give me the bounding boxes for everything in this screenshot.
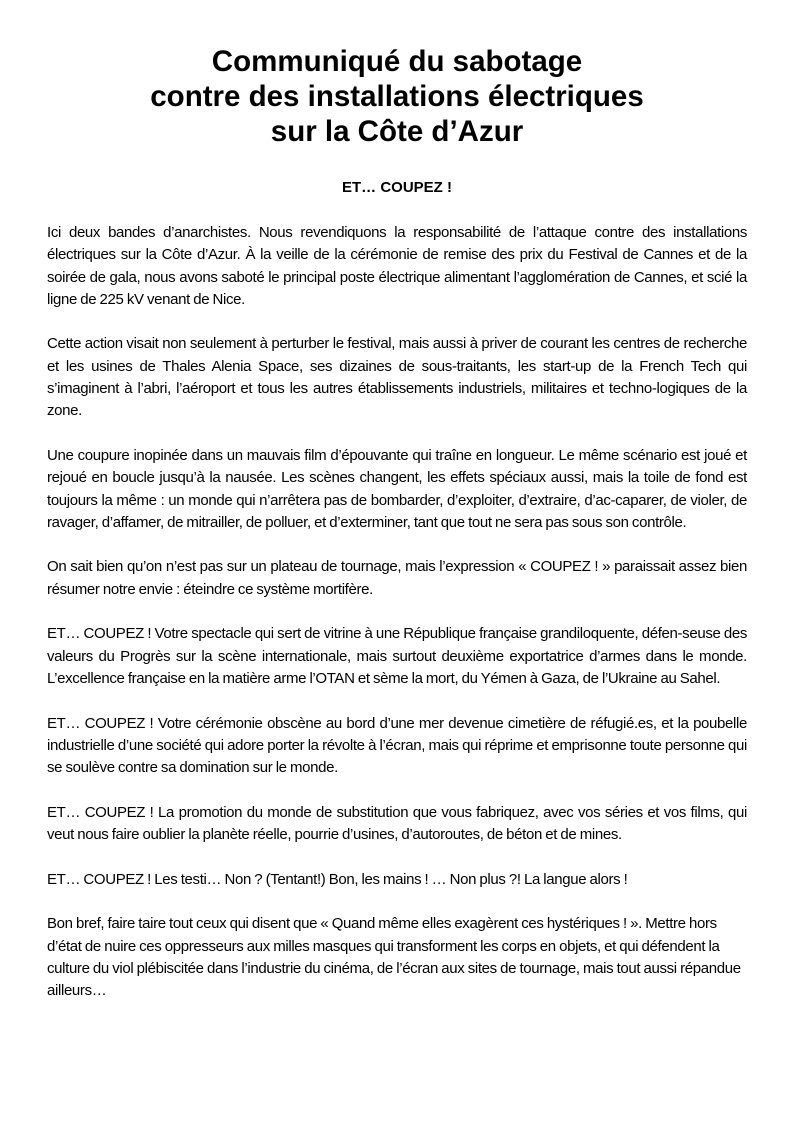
title-line: contre des installations électriques <box>150 80 644 113</box>
paragraph: Une coupure inopinée dans un mauvais film d’épouvante qui traîne en longueur. Le même scénario est joué et rejoué en boucle jusqu’à la nausée. Les scènes changent, les effets spéciaux aussi, mais la toile de fond est toujours la même : un monde qui n’arrêtera pas de bombarder, d’exploiter, d’extraire, d’ac-caparer, de violer, de ravager, d’affamer, de mitrailler, de polluer, et d’exterminer, tant que tout ne sera pas sous son contrôle. <box>47 446 747 531</box>
paragraph: Ici deux bandes d’anarchistes. Nous revendiquons la responsabilité de l’attaque contre des installations électriques sur la Côte d’Azur. À la veille de la cérémonie de remise des prix du Festival de Cannes et de la soirée de gala, nous avons saboté le principal poste électrique alimentant l’agglomération de Cannes, et scié la ligne de 225 kV venant de Nice. <box>47 224 747 308</box>
paragraph: ET… COUPEZ ! La promotion du monde de substitution que vous fabriquez, avec vos séries et vos films, qui veut nous faire oublier la planète réelle, pourrie d’usines, d’autoroutes, de béton et de mines. <box>47 803 747 844</box>
document-title <box>40 44 754 149</box>
document-body <box>47 222 747 1025</box>
paragraph: Cette action visait non seulement à perturber le festival, mais aussi à priver de courant les centres de recherche et les usines de Thales Alenia Space, ses dizaines de sous-traitants, les start-up de la French Tech qui s’imaginent à l’abri, l’aéroport et tous les autres établissements industriels, militaires et techno-logiques de la zone. <box>47 335 747 420</box>
title-line: Communiqué du sabotage <box>211 45 583 78</box>
title-line: sur la Côte d’Azur <box>270 115 524 148</box>
paragraph: Bon bref, faire taire tout ceux qui disent que « Quand même elles exagèrent ces hystériques ! ». Mettre hors d’état de nuire ces oppresseurs aux milles masques qui transforment les corps en objets, et qui défendent la culture du viol plébiscitée dans l’industrie du cinéma, de l’écran aux sites de tournage, mais tout aussi répandue ailleurs… <box>47 915 741 1000</box>
paragraph: On sait bien qu’on n’est pas sur un plateau de tournage, mais l’expression « COUPEZ ! » paraissait assez bien résumer notre envie : éteindre ce système mortifère. <box>47 558 747 598</box>
paragraph: ET… COUPEZ ! Votre spectacle qui sert de vitrine à une République française grandiloquente, défen-seuse des valeurs du Progrès sur la scène internationale, mais surtout deuxième exportatrice d’armes dans le monde. L’excellence française en la matière arme l’OTAN et sème la mort, du Yémen à Gaza, de l’Ukraine au Sahel. <box>47 625 747 687</box>
paragraph: ET… COUPEZ ! Les testi… Non ? (Tentant!) Bon, les mains ! … Non plus ?! La langue alors ! <box>47 870 628 888</box>
document-subtitle: ET… COUPEZ ! <box>341 179 452 196</box>
paragraph: ET… COUPEZ ! Votre cérémonie obscène au bord d’une mer devenue cimetière de réfugié.es, et la poubelle industrielle d’une société qui adore porter la révolte à l’écran, mais qui réprime et emprisonne toute personne qui se soulève contre sa domination sur le monde. <box>47 714 747 777</box>
